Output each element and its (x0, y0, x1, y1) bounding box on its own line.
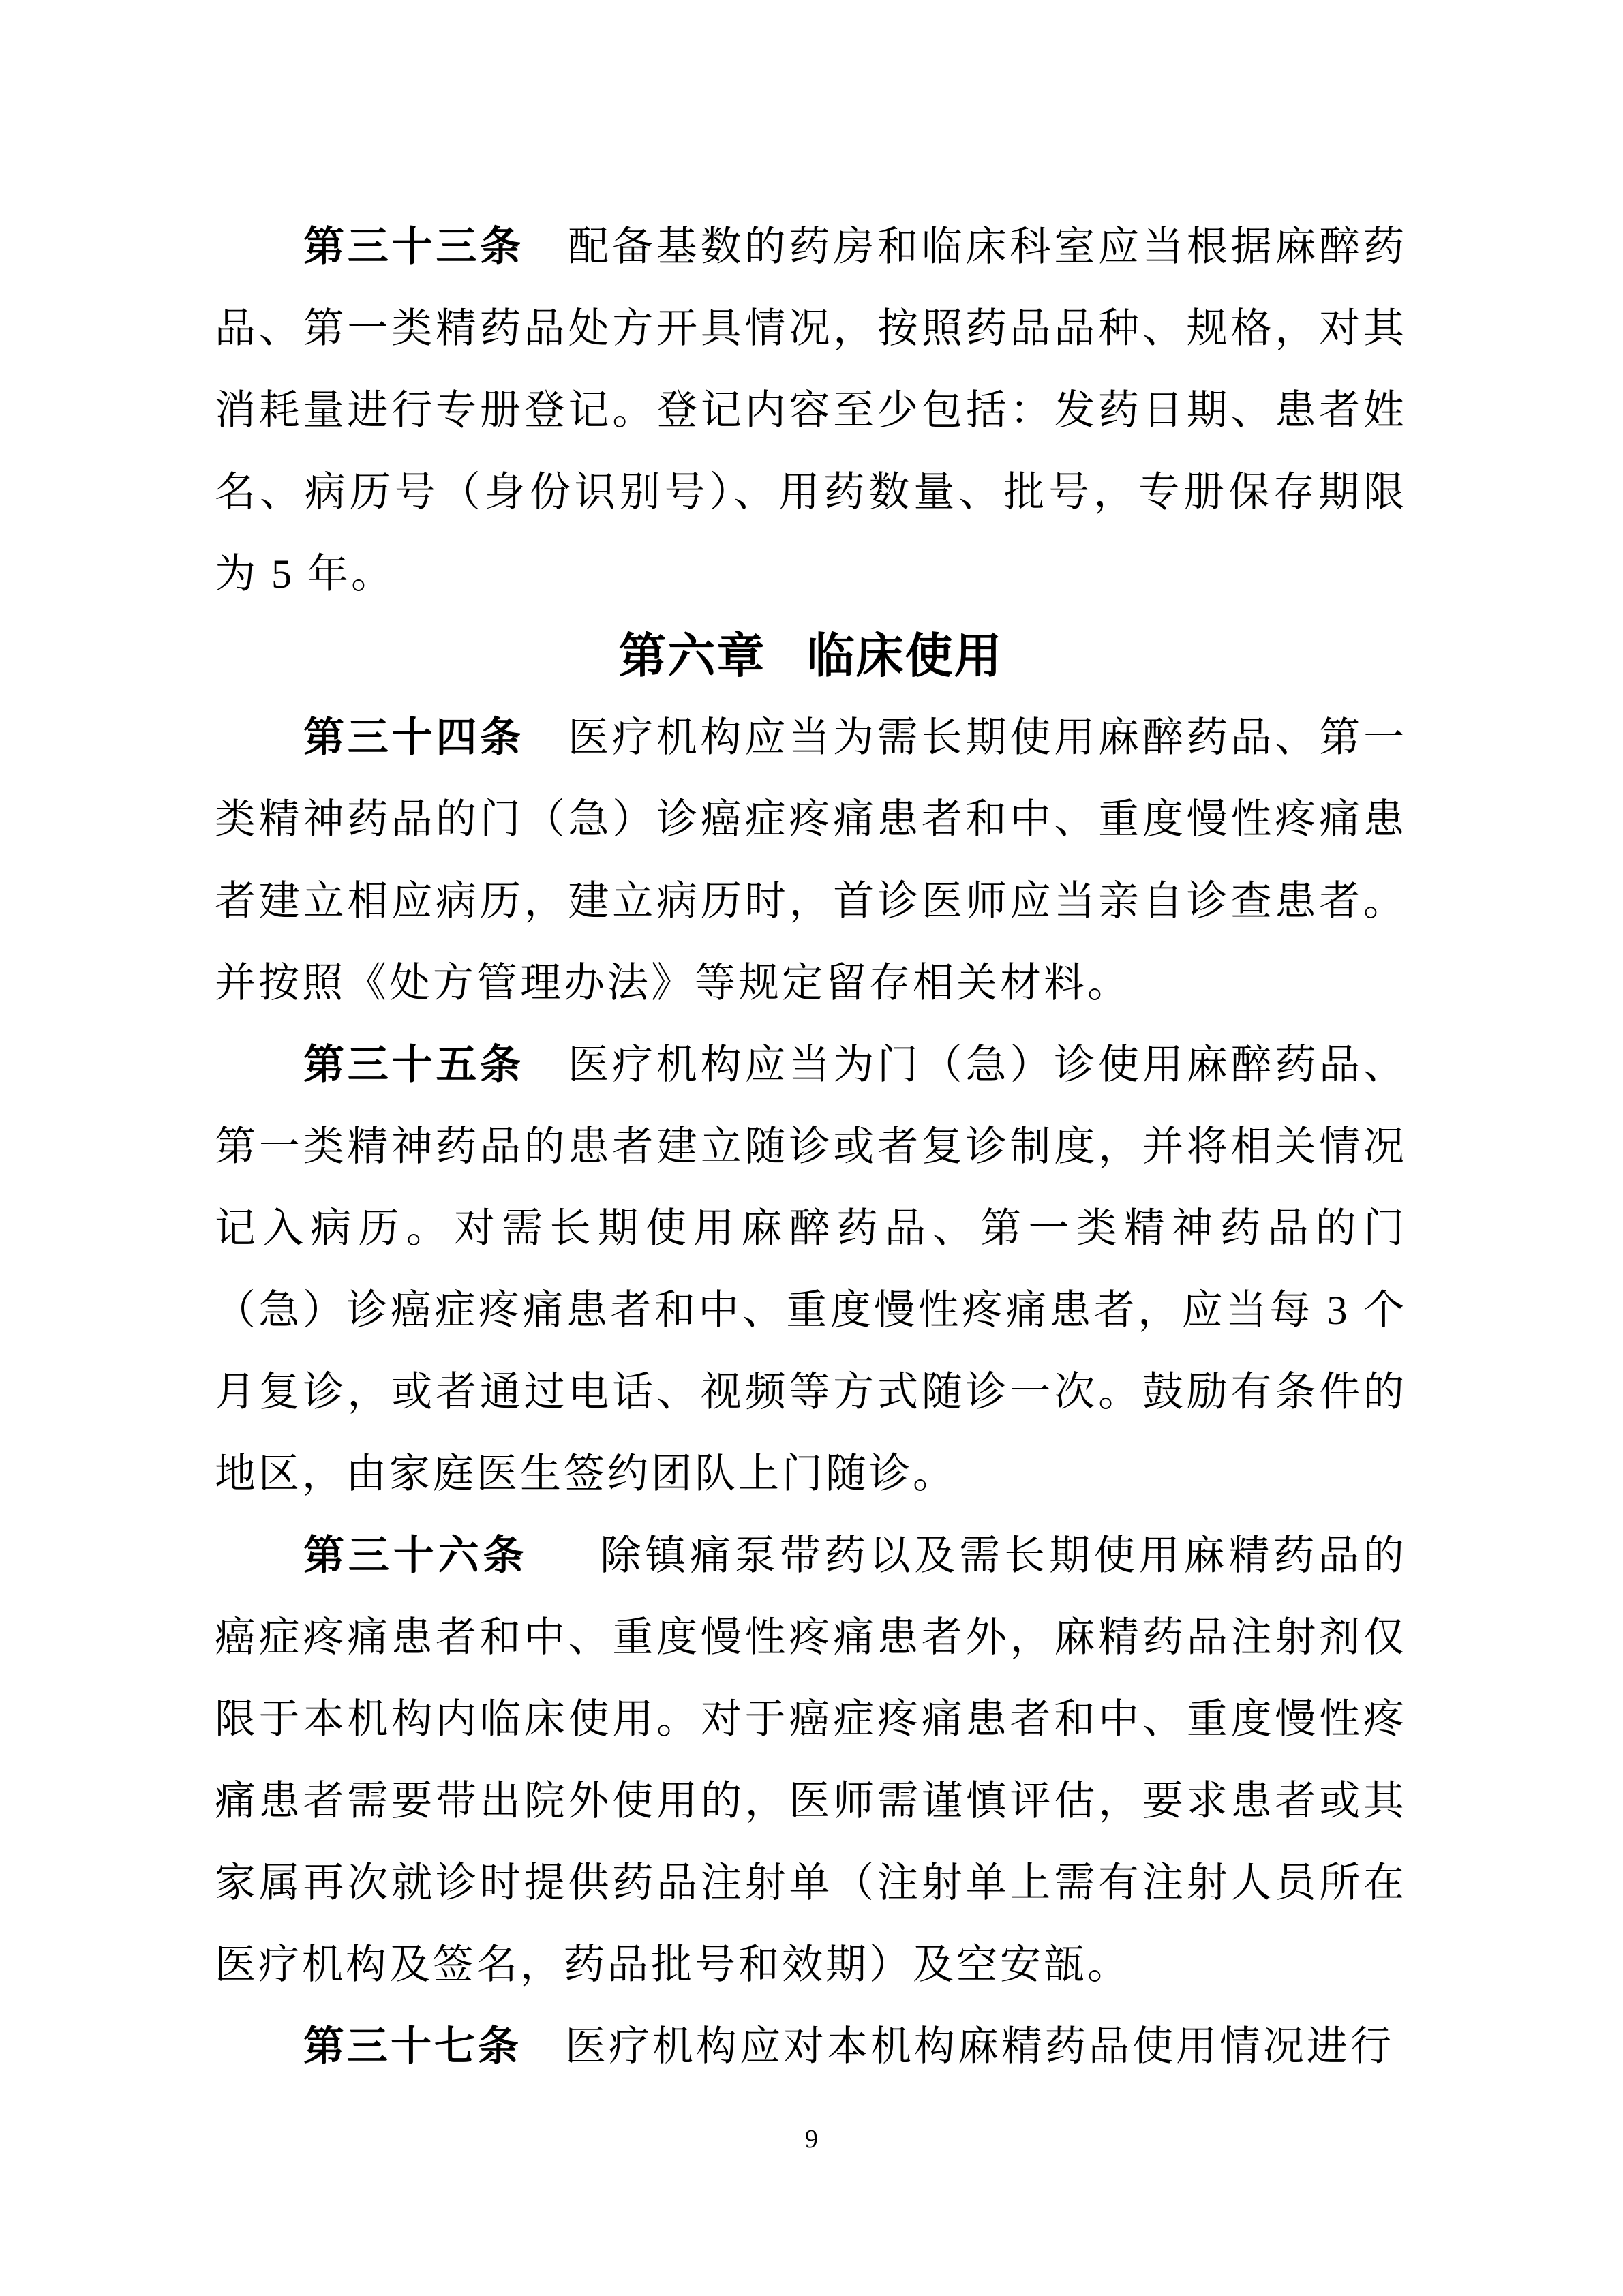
article-34-text: 医疗机构应当为需长期使用麻醉药品、第一类精神药品的门（急）诊癌症疼痛患者和中、重度慢性疼痛患者建立相应病历，建立病历时，首诊医师应当亲自诊查患者。并按照《处方管理办法》等规定留存相关材料。 (215, 715, 1408, 1006)
chapter-6-number: 第六章 (618, 629, 766, 682)
paragraph-article-36 (215, 1515, 1407, 2006)
page-number: 9 (805, 2125, 818, 2154)
article-34-number: 第三十四条 (303, 715, 525, 760)
article-37-number: 第三十七条 (303, 2024, 521, 2069)
paragraph-article-33 (215, 206, 1407, 615)
chapter-6-heading (215, 615, 1407, 697)
article-35-number: 第三十五条 (303, 1042, 525, 1087)
article-35-text: 医疗机构应当为门（急）诊使用麻醉药品、第一类精神药品的患者建立随诊或者复诊制度，并将相关情况记入病历。对需长期使用麻醉药品、第一类精神药品的门（急）诊癌症疼痛患者和中、重度慢性疼痛患者，应当每 3 个月复诊，或者通过电话、视频等方式随诊一次。鼓励有条件的地区，由家庭医生签约团队上门随诊。 (215, 1042, 1408, 1496)
article-36-text: 除镇痛泵带药以及需长期使用麻精药品的癌症疼痛患者和中、重度慢性疼痛患者外，麻精药品注射剂仅限于本机构内临床使用。对于癌症疼痛患者和中、重度慢性疼痛患者需要带出院外使用的，医师需谨慎评估，要求患者或其家属再次就诊时提供药品注射单（注射单上需有注射人员所在医疗机构及签名，药品批号和效期）及空安瓿。 (215, 1533, 1408, 1987)
paragraph-article-34 (215, 697, 1407, 1024)
article-33-text: 配备基数的药房和临床科室应当根据麻醉药品、第一类精药品处方开具情况，按照药品品种、规格，对其消耗量进行专册登记。登记内容至少包括：发药日期、患者姓名、病历号（身份识别号）、用药数量、批号，专册保存期限为 5 年。 (215, 224, 1408, 596)
paragraph-article-37 (215, 2006, 1407, 2087)
article-33-number: 第三十三条 (303, 224, 525, 269)
paragraph-article-35 (215, 1024, 1407, 1515)
article-36-number: 第三十六条 (303, 1533, 528, 1578)
article-37-text: 医疗机构应对本机构麻精药品使用情况进行 (565, 2024, 1394, 2069)
chapter-6-title: 临床使用 (806, 629, 1003, 682)
